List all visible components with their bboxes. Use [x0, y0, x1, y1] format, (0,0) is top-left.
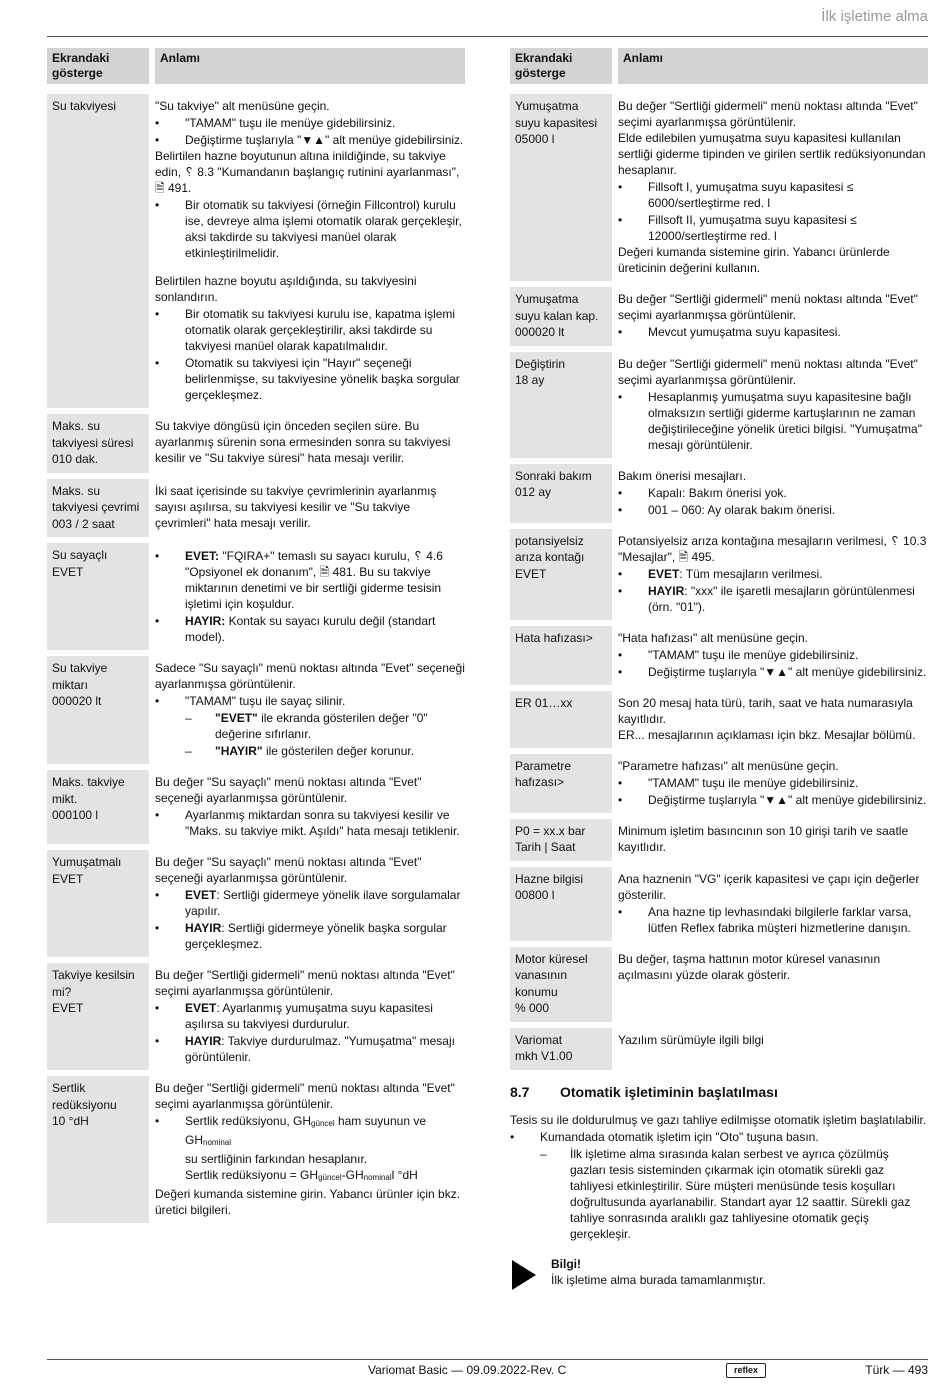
formula-item — [155, 1113, 465, 1186]
right-parameter-table — [510, 48, 928, 1070]
play-arrow-icon — [512, 1260, 536, 1290]
display-cell — [47, 537, 155, 650]
display-label-line: Tarih | Saat — [515, 840, 576, 854]
footer-divider — [47, 1359, 928, 1360]
bullet-list — [618, 389, 928, 453]
section-dash-item: – İlk işletime alma sırasında kalan serbest ve ayrıca çözülmüş gazları tesis sisteminden çıkarmak için otomatik sürekli gaz tahliyesi etkinleştirilir. Süre müşteri menüsünde tesis koşulları doğrultusunda ayarlanabilir. Standart ayar 12 saattir. Sürekli gaz tahliye sonrasında aralıklı gaz tahliyesine otomatik geçiş gerçekleşir. — [540, 1146, 928, 1242]
bullet-text: : "xxx" ile işaretli mesajların görüntülenmesi (örn. "01"). — [648, 583, 915, 614]
meaning-paragraph: Bu değer, taşma hattının motor küresel vanasının açılmasını yüzde olarak gösterir. — [618, 951, 881, 982]
meaning-paragraph: Değeri kumanda sistemine girin. Yabancı ürünlerde üreticinin değerini kullanın. — [618, 245, 890, 275]
bullet-keyword: EVET: — [185, 549, 220, 563]
display-cell — [510, 458, 618, 523]
bullet-item: • Ana hazne tip levhasındaki bilgilerle farklar varsa, lütfen Reflex fabrika müşteri hizmetlerine danışın. — [618, 904, 928, 936]
left-column — [47, 48, 465, 1223]
dash-item — [185, 710, 465, 742]
display-cell — [510, 941, 618, 1022]
meaning-cell — [155, 650, 465, 764]
meaning-cell — [155, 473, 465, 538]
meaning-paragraph: Minimum işletim basıncının son 10 girişi tarih ve saatle kayıtlıdır. — [618, 823, 909, 854]
bullet-list — [155, 807, 465, 839]
meaning-paragraph: Belirtilen hazne boyutu aşıldığında, su takviyesini sonlandırın. — [155, 274, 417, 304]
formula-text: Sertlik redüksiyonu = GH — [185, 1168, 319, 1182]
meaning-cell — [155, 1070, 465, 1223]
bullet-keyword: HAYIR — [648, 583, 685, 598]
meaning-cell — [618, 346, 928, 458]
section-intro: Tesis su ile doldurulmuş ve gazı tahliye edilmişse otomatik işletim başlatılabilir. — [510, 1112, 927, 1127]
display-cell — [47, 650, 155, 764]
meaning-cell — [155, 764, 465, 844]
table-row — [47, 844, 465, 957]
table-row — [510, 458, 928, 523]
left-table-body — [47, 84, 465, 1223]
right-column — [510, 48, 928, 1296]
formula-text: l °dH — [391, 1168, 418, 1182]
display-label-line: Motor küresel vanasının konumu — [515, 951, 592, 999]
section-number: 8.7 — [510, 1083, 530, 1100]
bullet-item — [618, 583, 928, 615]
display-label-line: P0 = xx.x bar — [515, 823, 586, 838]
bullet-item — [155, 887, 465, 919]
display-label-line: 18 ay — [515, 373, 545, 387]
display-label-line: Maks. su takviyesi süresi — [52, 419, 134, 450]
table-row — [47, 1070, 465, 1223]
bullet-keyword: HAYIR: — [185, 614, 226, 628]
section-body — [510, 1112, 928, 1242]
info-message: İlk işletime alma burada tamamlanmıştır. — [551, 1272, 766, 1287]
display-cell — [510, 685, 618, 748]
meaning-cell — [618, 458, 928, 523]
display-cell — [47, 473, 155, 538]
bullet-item: • Bir otomatik su takviyesi kurulu ise, kapatma işlemi otomatik olarak gerçekleştirilir, aksi takdirde su takviyesi manüel olarak kapatılmalıdır. — [155, 306, 465, 354]
display-cell — [510, 523, 618, 620]
bullet-item: • Fillsoft I, yumuşatma suyu kapasitesi ≤ 6000/sertleştirme red. l — [618, 179, 928, 211]
table-row — [47, 408, 465, 473]
bullet-item: • "TAMAM" tuşu ile menüye gidebilirsiniz. — [155, 115, 465, 131]
meaning-cell — [618, 748, 928, 813]
section-bullet-list — [510, 1129, 928, 1242]
bullet-item: • Hesaplanmış yumuşatma suyu kapasitesine bağlı olmaksızın sertliği giderme kartuşlarının ne zaman değiştirileceğine yönelik üretici bilgisi. "Yumuşatma" mesajı görüntülenir. — [618, 389, 928, 453]
meaning-cell — [618, 523, 928, 620]
bullet-list — [618, 485, 928, 518]
meaning-cell — [155, 957, 465, 1070]
meaning-paragraph: Bu değer "Sertliği gidermeli" menü noktası altında "Evet" seçimi ayarlanmışsa görüntülenir. — [618, 356, 918, 387]
meaning-cell — [618, 861, 928, 941]
table-row — [47, 473, 465, 538]
formula-subscript: nominal — [203, 1138, 232, 1147]
display-label-line: mkh V1.00 — [515, 1049, 573, 1063]
bullet-list — [618, 647, 928, 680]
column-header-meaning: Anlamı — [618, 48, 928, 84]
display-label-line: Su takviyesi — [52, 99, 117, 113]
display-label-line: EVET — [52, 564, 84, 579]
bullet-item: • Değiştirme tuşlarıyla "▼▲" alt menüye gidebilirsiniz. — [618, 664, 928, 680]
meaning-paragraph: Belirtilen hazne boyutunun altına inildiğinde, su takviye edin, ␦ 8.3 "Kumandanın başlangıç rutinini ayarlanması", 🗎 491. — [155, 149, 460, 195]
display-cell — [510, 1022, 618, 1070]
meaning-cell — [155, 537, 465, 650]
meaning-cell — [618, 84, 928, 281]
table-row — [510, 861, 928, 941]
bullet-item: • Mevcut yumuşatma suyu kapasitesi. — [618, 324, 928, 340]
bullet-list — [155, 548, 465, 645]
formula-text: Sertlik redüksiyonu, GH — [185, 1114, 312, 1128]
display-label-line: Yumuşatmalı — [52, 855, 122, 869]
bullet-item: • "TAMAM" tuşu ile sayaç silinir. — [155, 693, 465, 709]
bullet-item — [155, 920, 465, 952]
dash-text: ile ekranda gösterilen değer "0" değerine sıfırlanır. — [215, 711, 428, 741]
meaning-paragraph: Bu değer "Sertliği gidermeli" menü noktası altında "Evet" seçimi ayarlanmışsa görüntülenir. — [618, 99, 918, 129]
meaning-cell — [618, 281, 928, 346]
bullet-item: • Otomatik su takviyesi için "Hayır" seçeneği belirlenmişse, su takviyesine yönelik başka sorgular gerçekleşmez. — [155, 355, 465, 403]
display-label-line: Variomat — [515, 1032, 563, 1047]
bullet-text: : Sertliği gidermeye yönelik ilave sorgulamalar yapılır. — [185, 888, 461, 918]
bullet-keyword: EVET — [185, 1001, 217, 1015]
dash-item — [185, 743, 465, 759]
bullet-item: • Ayarlanmış miktardan sonra su takviyesi kesilir ve "Maks. su takviye mikt. Aşıldı" hata mesajı tetiklenir. — [155, 807, 465, 839]
meaning-paragraph: Sadece "Su sayaçlı" menü noktası altında "Evet" seçeneği ayarlanmışsa görüntülenir. — [155, 661, 465, 691]
bullet-item: • Değiştirme tuşlarıyla "▼▲" alt menüye gidebilirsiniz. — [618, 792, 928, 808]
formula-subscript: güncel — [318, 1173, 342, 1182]
display-label-line: 012 ay — [515, 485, 552, 499]
table-row — [510, 1022, 928, 1070]
display-cell — [510, 281, 618, 346]
display-label-line: 05000 l — [515, 132, 555, 146]
bullet-item: • Kapalı: Bakım önerisi yok. — [618, 485, 928, 501]
table-row — [47, 764, 465, 844]
table-row — [510, 346, 928, 458]
bullet-item: • "TAMAM" tuşu ile menüye gidebilirsiniz. — [618, 775, 928, 791]
meaning-cell — [618, 685, 928, 748]
section-dash-list — [540, 1146, 928, 1242]
meaning-cell — [155, 84, 465, 408]
display-label-line: Yumuşatma suyu kalan kap. — [515, 292, 599, 323]
table-row — [47, 650, 465, 764]
display-label-line: Maks. takviye mikt. — [52, 775, 129, 806]
reflex-logo: reflex — [726, 1363, 766, 1378]
table-row — [510, 941, 928, 1022]
bullet-list — [155, 115, 465, 148]
column-header-display: Ekrandaki gösterge — [510, 48, 618, 84]
display-label-line: Su takviye miktarı — [52, 661, 111, 692]
display-label-line: 10 °dH — [52, 1114, 89, 1128]
table-row — [510, 685, 928, 748]
display-label-line: 003 / 2 saat — [52, 516, 115, 531]
meaning-paragraph: Potansiyelsiz arıza kontağına mesajların verilmesi, ␦ 10.3 "Mesajlar", 🗎 495. — [618, 533, 927, 564]
meaning-paragraph: Yazılım sürümüyle ilgili bilgi — [618, 1032, 764, 1047]
meaning-paragraph: "Su takviye" alt menüsüne geçin. — [155, 99, 330, 113]
display-label-line: Hata hafızası> — [515, 630, 593, 645]
display-cell — [510, 748, 618, 813]
bullet-item — [618, 566, 928, 582]
bullet-keyword: EVET — [648, 566, 680, 581]
display-cell — [47, 957, 155, 1070]
bullet-list — [618, 904, 928, 936]
display-label-line: ER 01…xx — [515, 695, 573, 710]
bullet-text: : Ayarlanmış yumuşatma suyu kapasitesi aşılırsa su takviyesi durdurulur. — [185, 1001, 433, 1031]
table-row — [47, 957, 465, 1070]
meaning-paragraph: Son 20 mesaj hata türü, tarih, saat ve hata numarasıyla kayıtlıdır. — [618, 695, 913, 726]
dash-keyword: "EVET" — [215, 711, 258, 725]
display-label-line: Yumuşatma suyu kapasitesi — [515, 99, 598, 130]
meaning-paragraph: Su takviye döngüsü için önceden seçilen süre. Bu ayarlanmış sürenin sona ermesinden sonra su takviyesi kesilir ve "Su takviye süresi" hata mesajı verilir. — [155, 419, 451, 465]
formula-line: su sertliğinin farkından hesaplanır. — [185, 1152, 368, 1166]
bullet-text: : Sertliği gidermeye yönelik başka sorgular gerçekleşmez. — [185, 921, 447, 951]
table-row — [510, 620, 928, 685]
column-header-meaning: Anlamı — [155, 48, 465, 84]
bullet-list — [155, 887, 465, 952]
bullet-list — [618, 566, 928, 615]
bullet-list — [155, 197, 465, 261]
display-label-line: 00800 l — [515, 888, 555, 902]
meaning-paragraph: Bu değer "Sertliği gidermeli" menü noktası altında "Evet" seçimi ayarlanmışsa görüntülenir. — [155, 1081, 455, 1111]
display-cell — [47, 1070, 155, 1223]
bullet-list — [155, 306, 465, 403]
meaning-paragraph: Bu değer "Su sayaçlı" menü noktası altında "Evet" seçeneği ayarlanmışsa görüntülenir. — [155, 855, 422, 885]
display-label-line: Parametre hafızası> — [515, 758, 575, 789]
display-label-line: Değiştirin — [515, 356, 566, 371]
display-label-line: % 000 — [515, 1001, 550, 1015]
table-row — [510, 84, 928, 281]
meaning-cell — [618, 620, 928, 685]
display-label-line: Maks. su takviyesi çevrimi — [52, 483, 140, 514]
bullet-item: • Fillsoft II, yumuşatma suyu kapasitesi ≤ 12000/sertleştirme red. l — [618, 212, 928, 244]
display-label-line: 010 dak. — [52, 452, 99, 466]
display-label-line: potansiyelsiz arıza kontağı — [515, 533, 588, 564]
display-label-line: EVET — [515, 566, 547, 581]
meaning-paragraph: İki saat içerisinde su takviye çevrimlerinin ayarlanmış sayısı aşılırsa, su takviyesi kesilir ve "Su takviye çevrimleri" hata mesajı verilir. — [155, 483, 437, 530]
formula-subscript: güncel — [311, 1119, 335, 1128]
formula-subscript: nominal — [363, 1173, 392, 1182]
display-label-line: 000020 lt — [515, 325, 565, 339]
display-label-line: Hazne bilgisi — [515, 871, 584, 886]
bullet-keyword: HAYIR — [185, 921, 222, 935]
table-row — [510, 748, 928, 813]
bullet-text: Kontak su sayacı kurulu değil (standart model). — [185, 614, 436, 644]
bullet-text: : Takviye durdurulmaz. "Yumuşatma" mesajı görüntülenir. — [185, 1034, 455, 1064]
bullet-item: • "TAMAM" tuşu ile menüye gidebilirsiniz. — [618, 647, 928, 663]
meaning-paragraph: Bu değer "Sertliği gidermeli" menü noktası altında "Evet" seçimi ayarlanmışsa görüntülenir. — [618, 292, 918, 322]
display-cell — [510, 346, 618, 458]
display-cell — [510, 84, 618, 281]
meaning-cell — [155, 844, 465, 957]
meaning-cell — [618, 813, 928, 861]
display-label-line: Sonraki bakım — [515, 468, 592, 483]
meaning-cell — [618, 941, 928, 1022]
meaning-paragraph: "Hata hafızası" alt menüsüne geçin. — [618, 630, 808, 645]
page-header-title: İlk işletime alma — [821, 8, 928, 25]
bullet-list — [618, 775, 928, 808]
dash-keyword: "HAYIR" — [215, 744, 263, 758]
right-table-body — [510, 84, 928, 1070]
bullet-item — [155, 1033, 465, 1065]
formula-text: -GH — [341, 1168, 364, 1182]
bullet-item — [155, 613, 465, 645]
info-text — [551, 1256, 766, 1288]
bullet-list — [618, 324, 928, 340]
bullet-list — [618, 179, 928, 244]
left-parameter-table — [47, 48, 465, 1223]
meaning-paragraph: Değeri kumanda sistemine girin. Yabancı ürünler için bkz. üretici bilgileri. — [155, 1187, 461, 1217]
display-cell — [510, 620, 618, 685]
table-row — [510, 523, 928, 620]
dash-list — [185, 710, 465, 759]
formula-text: ham suyunun ve GH — [185, 1114, 427, 1147]
bullet-item: • Değiştirme tuşlarıyla "▼▲" alt menüye gidebilirsiniz. — [155, 132, 465, 148]
meaning-paragraph: Bakım önerisi mesajları. — [618, 468, 747, 483]
info-box — [510, 1256, 928, 1296]
bullet-item — [155, 1000, 465, 1032]
display-label-line: Su sayaçlı — [52, 548, 108, 562]
table-row — [47, 84, 465, 408]
display-label-line: Sertlik redüksiyonu — [52, 1081, 117, 1112]
table-row — [510, 813, 928, 861]
display-cell — [510, 813, 618, 861]
meaning-paragraph: "Parametre hafızası" alt menüsüne geçin. — [618, 758, 839, 773]
bullet-text: : Tüm mesajların verilmesi. — [679, 566, 823, 581]
display-label-line: 000100 l — [52, 808, 99, 822]
display-cell — [47, 84, 155, 408]
formula-line — [185, 1167, 465, 1186]
bullet-list — [155, 1113, 465, 1186]
bullet-keyword: EVET — [185, 888, 217, 902]
footer-page-number: Türk — 493 — [865, 1363, 928, 1377]
display-label-line: 000020 lt — [52, 694, 102, 708]
meaning-paragraph: Bu değer "Su sayaçlı" menü noktası altında "Evet" seçeneği ayarlanmışsa görüntülenir. — [155, 775, 422, 805]
bullet-text: "FQIRA+" temaslı su sayacı kurulu, ␦ 4.6 "Opsiyonel ek donanım", 🗎 481. Bu su takviye miktarının denetimi ve bir sertliği giderme tesisin işletimi için koşuldur. — [185, 549, 443, 611]
bullet-item: • Bir otomatik su takviyesi (örneğin Fillcontrol) kurulu ise, devreye alma işlemi otomatik olarak gerçekleşir, aksi takdirde su takviyesi manüel olarak etkinleştirilmelidir. — [155, 197, 465, 261]
display-label-line: Takviye kesilsin mi? — [52, 968, 139, 999]
dash-text: ile gösterilen değer korunur. — [262, 744, 415, 758]
formula-line — [185, 1113, 465, 1151]
display-label-line: EVET — [52, 871, 84, 886]
section-heading — [510, 1084, 928, 1100]
display-cell — [510, 861, 618, 941]
header-divider — [47, 36, 928, 37]
section-title: Otomatik işletiminin başlatılması — [560, 1083, 778, 1100]
meaning-cell — [155, 408, 465, 473]
bullet-item: • 001 – 060: Ay olarak bakım önerisi. — [618, 502, 928, 518]
section-bullet — [510, 1129, 928, 1242]
section-bullet-text: Kumandada otomatik işletim için "Oto" tuşuna basın. — [540, 1129, 819, 1144]
bullet-keyword: HAYIR — [185, 1034, 222, 1048]
footer-document-info: Variomat Basic — 09.09.2022-Rev. C — [368, 1363, 567, 1377]
display-cell — [47, 764, 155, 844]
bullet-item — [155, 548, 465, 612]
meaning-cell — [618, 1022, 928, 1070]
meaning-paragraph: Bu değer "Sertliği gidermeli" menü noktası altında "Evet" seçimi ayarlanmışsa görüntülenir. — [155, 968, 455, 998]
display-cell — [47, 408, 155, 473]
meaning-paragraph: Elde edilebilen yumuşatma suyu kapasitesi kullanılan sertliği giderme tipinden ve girilen sertlik redüksiyonundan hesaplanır. — [618, 131, 926, 177]
column-header-display: Ekrandaki gösterge — [47, 48, 155, 84]
meaning-paragraph: Ana haznenin "VG" içerik kapasitesi ve çapı için değerler gösterilir. — [618, 871, 920, 902]
display-label-line: EVET — [52, 1001, 84, 1015]
meaning-paragraph: ER... mesajlarının açıklaması için bkz. Mesajlar bölümü. — [618, 727, 916, 742]
display-cell — [47, 844, 155, 957]
bullet-list — [155, 1000, 465, 1065]
bullet-list — [155, 693, 465, 709]
table-row — [47, 537, 465, 650]
table-row — [510, 281, 928, 346]
info-title: Bilgi! — [551, 1256, 581, 1271]
